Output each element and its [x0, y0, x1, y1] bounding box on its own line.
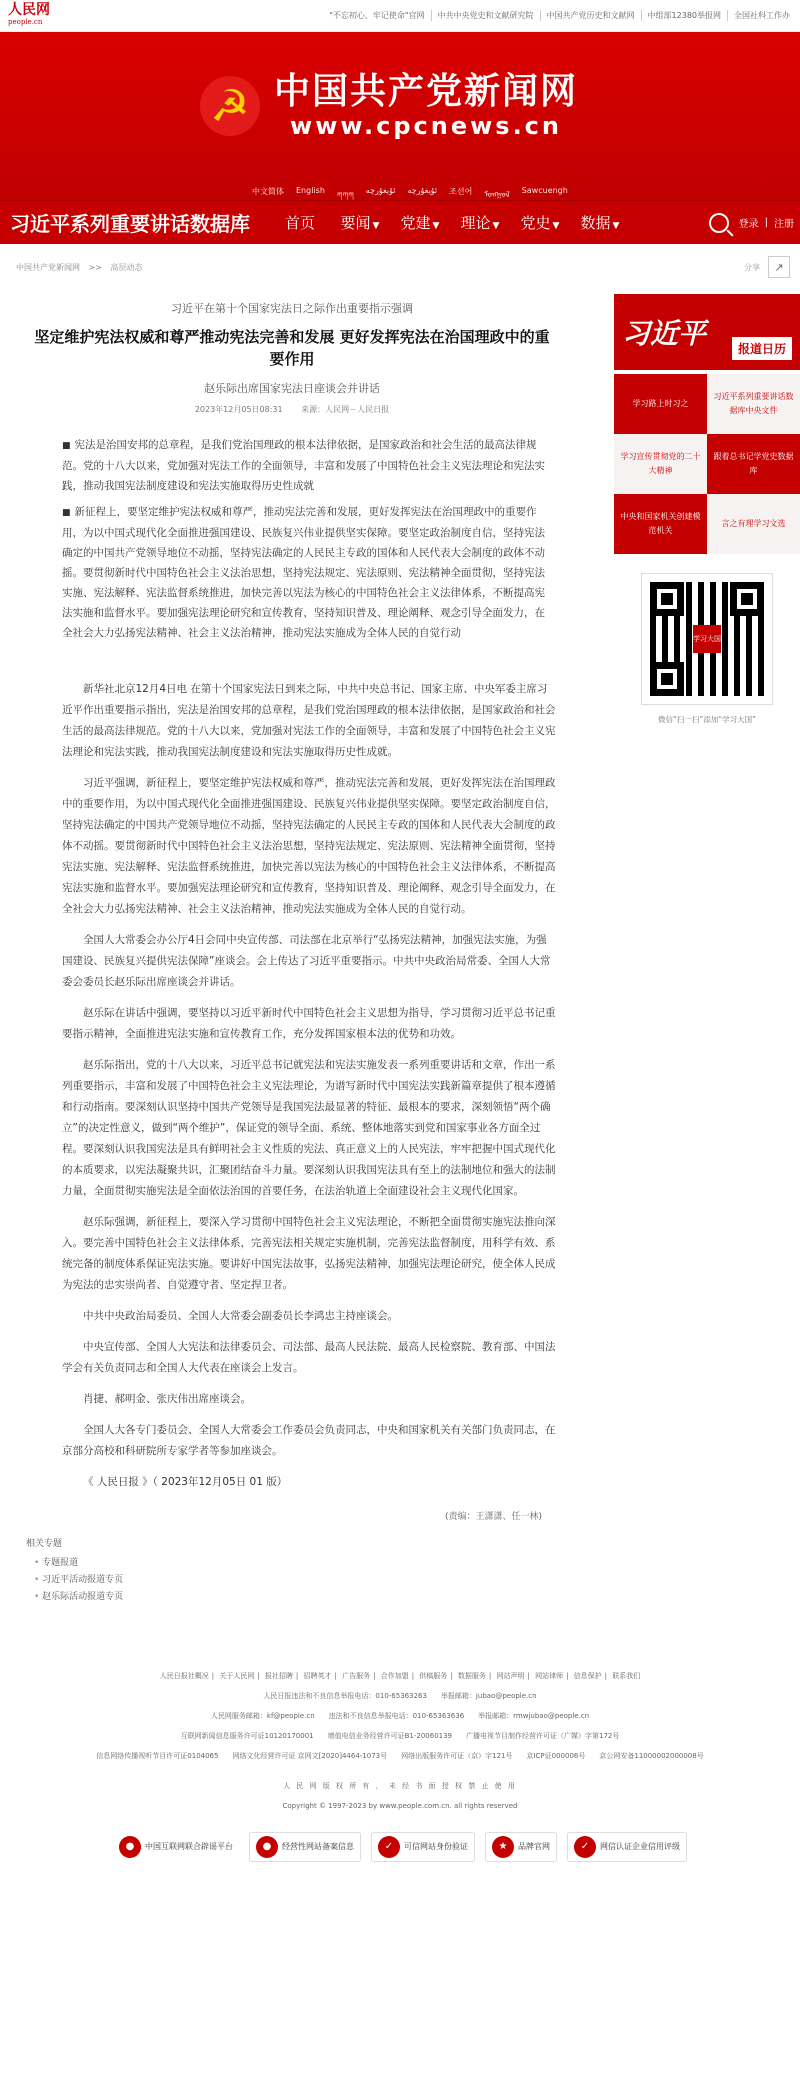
top-links	[323, 10, 796, 21]
article-paragraph: 赵乐际指出，党的十八大以来，习近平总书记就宪法和宪法实施发表一系列重要讲话和文章，作出一系列重要指示，丰富和发展了中国特色社会主义宪法理论，为谱写新时代中国宪法实践新篇章提供了根本遵循和行动指南。要深刻认识坚持中国共产党领导是我国宪法最显著的特征、最根本的要求，深刻领悟“两个确立”的决定性意义，做到“两个维护”，保证党的领导全面、系统、整体地落实到党和国家事业各方面全过程。要深刻认识我国宪法是具有鲜明社会主义性质的宪法、真正意义上的人民宪法，牢牢把握中国式现代化的本质要求，以宪法凝聚共识，汇聚团结奋斗力量。要深刻认识我国宪法具有至上的法制地位和强大的法制力量，全面贯彻实施宪法是全面依法治国的首要任务，在法治轨道上全面建设社会主义现代化国家。	[62, 1059, 556, 1197]
footer-line: 互联网新闻信息服务许可证10120170001 增值电信业务经营许可证B1-20060139 广播电视节目制作经营许可证（广媒）字第172号	[180, 1732, 620, 1740]
qr-finder	[730, 582, 764, 616]
qr-code	[642, 574, 772, 704]
article-paragraph: 新华社北京12月4日电 在第十个国家宪法日到来之际，中共中央总书记、国家主席、中央军委主席习近平作出重要指示指出，宪法是治国安邦的总章程，是我们党治国理政的根本法律依据，是国家政治和社会生活的最高法律规范。党的十八大以来，党加强对宪法工作的全面领导，丰富和发展了中国特色社会主义宪法理论和宪法实践，推动我国宪法制度建设和宪法实施取得历史性成就。	[62, 683, 556, 758]
check-icon: ✓	[378, 1836, 400, 1858]
nav-item-home[interactable]	[270, 212, 330, 233]
footer-link[interactable]: 数据服务	[457, 1672, 486, 1680]
summary-text: 新征程上，要坚定维护宪法权威和尊严，推动宪法完善和发展，更好发挥宪法在治国理政中的重要作用，为以中国式现代化全面推进强国建设、民族复兴伟业提供坚实保障。要坚定政治制度自信，坚持宪法确定的中国共产党领导地位不动摇，坚持宪法确定的人民民主专政的国体和人民代表大会制度的政体不动摇。要贯彻新时代中国特色社会主义法治思想，坚持宪法规定、宪法原则、宪法精神全面贯彻，坚持宪法实施、宪法解释、宪法监督系统推进，加快完善以宪法为核心的中国特色社会主义法律体系，不断提高宪法实施和监督水平。要加强宪法理论研究和宣传教育，坚持知识普及、理论阐释、观念引导全面发力，在全社会大力弘扬宪法精神、社会主义法治精神，推动宪法实施成为全体人民的自觉行动	[62, 506, 545, 639]
nav-item-party[interactable]	[390, 212, 450, 233]
footer-line: 人民日报违法和不良信息举报电话：010-65363263 举报邮箱：jubao@people.cn	[263, 1692, 537, 1700]
site-footer	[0, 1666, 800, 1862]
lang-link[interactable]: ئۇيغۇرچە	[365, 186, 396, 195]
footer-link[interactable]: 人民日报社概况	[159, 1672, 209, 1680]
badge-label: 网信认证企业信用评级	[600, 1842, 680, 1851]
sidebar	[614, 294, 800, 1606]
article-paragraph: 全国人大常委会办公厅4日会同中央宣传部、司法部在北京举行“弘扬宪法精神，加强宪法实施，为强国建设、民族复兴提供宪法保障”座谈会。会上传达了习近平重要指示。中共中央政治局常委、全国人大常委会委员长赵乐际出席座谈会并讲话。	[62, 934, 551, 988]
banner-url: www.cpcnews.cn	[290, 112, 562, 140]
site-banner	[0, 32, 800, 200]
party-emblem-icon: ☭	[200, 76, 260, 136]
search-icon[interactable]	[709, 213, 729, 233]
badge-label: 中国互联网联合辟谣平台	[145, 1842, 233, 1851]
nav-label: 数据	[580, 214, 611, 232]
article-source[interactable]: 来源：人民网－人民日报	[301, 405, 390, 414]
footer-link[interactable]: 网站律师	[535, 1672, 564, 1680]
shield-icon: ●	[256, 1836, 278, 1858]
article-body	[62, 679, 556, 1493]
article-meta	[12, 404, 572, 415]
nav-brand[interactable]: 习近平系列重要讲话数据库	[10, 212, 250, 236]
qr-center-logo: 学习大国	[693, 625, 721, 653]
top-link[interactable]: 中组部12380举报网	[641, 10, 727, 21]
related-title: 相关专题	[26, 1539, 63, 1549]
chevron-down-icon: ▼	[552, 221, 560, 231]
sidebar-tile[interactable]: 跟着总书记学党史数据库	[707, 434, 800, 494]
trust-badge[interactable]	[249, 1832, 361, 1862]
sidebar-grid	[614, 374, 800, 554]
article-paragraph: 中共中央政治局委员、全国人大常委会副委员长李鸿忠主持座谈会。	[83, 1310, 398, 1322]
shield-icon: ●	[119, 1836, 141, 1858]
trust-badge[interactable]	[113, 1832, 239, 1862]
article-pre-title: 习近平在第十个国家宪法日之际作出重要指示强调	[171, 302, 413, 315]
summary-item	[62, 435, 552, 496]
qr-finder	[650, 582, 684, 616]
badge-label: 经营性网站备案信息	[282, 1842, 354, 1851]
footer-link[interactable]: 报社招聘	[264, 1672, 293, 1680]
top-link-bar	[0, 0, 800, 32]
lang-link[interactable]: ᠮᠣᠩᠭᠣᠯ	[484, 190, 510, 199]
article-paragraph: 赵乐际强调，新征程上，要深入学习贯彻中国特色社会主义宪法理论，不断把全面贯彻实施宪法推向深入。要完善中国特色社会主义法律体系，完善宪法相关规定实施机制，完善宪法监督制度，用科学有效、系统完备的制度体系保证宪法实施。要讲好中国宪法故事，弘扬宪法精神，加强宪法理论研究，使全体人民成为宪法的忠实崇尚者、自觉遵守者、坚定捍卫者。	[62, 1216, 556, 1291]
trust-badge[interactable]	[371, 1832, 475, 1862]
trust-badge[interactable]	[567, 1832, 687, 1862]
qr-caption: 微信“扫一扫”添加“学习大国”	[657, 715, 757, 724]
logo-sub: people.cn	[8, 17, 43, 26]
sidebar-tile[interactable]: 中央和国家机关创建模范机关	[614, 494, 707, 554]
chevron-down-icon: ▼	[612, 221, 620, 231]
footer-line: 信息网络传播视听节目许可证0104065 网络文化经营许可证 京网文[2020]4464-1073号 网络出版服务许可证（京）字121号 京ICP证000006号 京公网安备11000002000008号	[96, 1752, 704, 1760]
lang-link[interactable]: English	[296, 186, 325, 195]
article-paragraph: 肖捷、郝明金、张庆伟出席座谈会。	[83, 1393, 251, 1405]
footer-link[interactable]: 广告服务	[342, 1672, 371, 1680]
sidebar-tile[interactable]: 学习路上时习之	[614, 374, 707, 434]
trust-badges	[0, 1832, 800, 1862]
share-area	[744, 256, 790, 278]
article-paragraph: 全国人大各专门委员会、全国人大常委会工作委员会负责同志，中央和国家机关有关部门负责同志，在京部分高校和科研院所专家学者等参加座谈会。	[62, 1424, 556, 1457]
footer-link[interactable]: 招聘英才	[303, 1672, 332, 1680]
people-logo[interactable]	[8, 1, 50, 28]
nav-label: 理论	[460, 214, 491, 232]
related-link[interactable]: • 专题报道	[26, 1555, 572, 1572]
lang-link[interactable]: 조선어	[449, 187, 473, 196]
nav-item-news[interactable]	[330, 212, 390, 233]
lang-link[interactable]: Sawcuengh	[521, 186, 568, 195]
nav-item-history[interactable]	[510, 212, 570, 233]
related-link[interactable]: • 赵乐际活动报道专页	[26, 1589, 572, 1606]
footer-link[interactable]: 合作加盟	[380, 1672, 409, 1680]
chevron-down-icon: ▼	[492, 221, 500, 231]
article-paragraph: 《 人民日报 》（ 2023年12月05日 01 版）	[83, 1476, 288, 1488]
report-calendar-banner[interactable]	[614, 294, 800, 370]
article-title: 坚定维护宪法权威和尊严推动宪法完善和发展 更好发挥宪法在治国理政中的重要作用	[34, 328, 550, 368]
language-links	[252, 186, 568, 200]
banner-title: 中国共产党新闻网	[274, 71, 579, 112]
footer-rights: 人 民 网 版 权 所 有 ， 未 经 书 面 授 权 禁 止 使 用	[283, 1782, 517, 1790]
register-link[interactable]: 注册	[774, 219, 794, 230]
related-link[interactable]: • 习近平活动报道专页	[26, 1572, 572, 1589]
article-paragraph: 赵乐际在讲话中强调，要坚持以习近平新时代中国特色社会主义思想为指导，学习贯彻习近平总书记重要指示精神，全面推进宪法实施和宣传教育工作，充分发挥国家根本法的优势和功效。	[62, 1007, 556, 1040]
nav-label: 首页	[284, 214, 315, 232]
top-link[interactable]: 全国社科工作办	[727, 10, 796, 21]
login-link[interactable]: 登录	[738, 219, 759, 230]
article-editor: (责编：王潇潇、任一林)	[444, 1512, 542, 1522]
nav-label: 党史	[520, 214, 551, 232]
article-main	[12, 290, 572, 1606]
trust-badge[interactable]	[485, 1832, 557, 1862]
star-icon: ★	[492, 1836, 514, 1858]
chevron-down-icon: ▼	[372, 221, 380, 231]
summary-text: 宪法是治国安邦的总章程，是我们党治国理政的根本法律依据，是国家政治和社会生活的最高法律规范。党的十八大以来，党加强对宪法工作的全面领导，丰富和发展了中国特色社会主义宪法理论和宪法实践，推动我国宪法制度建设和宪法实施取得历史性成就	[62, 439, 545, 492]
qr-finder	[650, 662, 684, 696]
article-date: 2023年12月05日08:31	[194, 405, 283, 414]
top-link[interactable]: 中共中央党史和文献研究院	[431, 10, 540, 21]
footer-link[interactable]: 网站声明	[496, 1672, 525, 1680]
breadcrumb-section[interactable]: 高层动态	[110, 262, 143, 272]
article-paragraph: 习近平强调，新征程上，要坚定维护宪法权威和尊严，推动宪法完善和发展，更好发挥宪法在治国理政中的重要作用，为以中国式现代化全面推进强国建设、民族复兴伟业提供坚实保障。要坚定政治制度自信，坚持宪法确定的中国共产党领导地位不动摇，坚持宪法确定的人民民主专政的国体和人民代表大会制度的政体不动摇。要贯彻新时代中国特色社会主义法治思想，坚持宪法规定、宪法原则、宪法精神全面贯彻，坚持宪法实施、宪法解释、宪法监督系统推进，加快完善以宪法为核心的中国特色社会主义法律体系，不断提高宪法实施和监督水平。要加强宪法理论研究和宣传教育，坚持知识普及、理论阐释、观念引导全面发力，在全社会大力弘扬宪法精神、社会主义法治精神，推动宪法实施成为全体人民的自觉行动。	[62, 777, 556, 915]
badge-label: 可信网站身份验证	[404, 1842, 468, 1851]
square-bullet-icon: ■	[62, 441, 71, 451]
footer-link[interactable]: 关于人民网	[219, 1672, 255, 1680]
summary-item	[62, 502, 552, 643]
footer-links: 人民日报社概况 | 关于人民网 | 报社招聘 | 招聘英才 | 广告服务 | 合作加盟 | 供稿服务 | 数据服务 | 网站声明 | 网站律师 | 信息保护 | 联系我们	[159, 1672, 641, 1680]
sidebar-tile[interactable]: 学习宣传贯彻党的二十大精神	[614, 434, 707, 494]
lang-link[interactable]: ئۇيغۇرچە	[407, 186, 438, 195]
sidebar-tile[interactable]: 习近平系列重要讲话数据库中央文件	[707, 374, 800, 434]
share-label: 分享	[744, 262, 760, 272]
nav-item-data[interactable]	[570, 212, 630, 233]
nav-item-theory[interactable]	[450, 212, 510, 233]
lang-link[interactable]: 中文简体	[252, 187, 284, 196]
footer-link[interactable]: 联系我们	[612, 1672, 641, 1680]
badge-label: 品牌官网	[518, 1842, 550, 1851]
chevron-down-icon: ▼	[432, 221, 440, 231]
main-nav	[0, 200, 800, 244]
top-link[interactable]: 中国共产党历史和文献网	[540, 10, 641, 21]
certificate-icon: ✓	[574, 1836, 596, 1858]
footer-link[interactable]: 信息保护	[573, 1672, 602, 1680]
logo-text: 人民网	[8, 1, 50, 18]
article-paragraph: 中央宣传部、全国人大宪法和法律委员会、司法部、最高人民法院、最高人民检察院、教育部、中国法学会有关负责同志和全国人大代表在座谈会上发言。	[62, 1341, 556, 1374]
breadcrumb-home[interactable]: 中国共产党新闻网	[16, 262, 80, 272]
square-bullet-icon: ■	[62, 508, 71, 518]
top-link[interactable]: "不忘初心、牢记使命"官网	[329, 11, 425, 20]
article-sub-title: 赵乐际出席国家宪法日座谈会并讲话	[204, 382, 380, 395]
divider: |	[764, 217, 768, 228]
footer-link[interactable]: 供稿服务	[419, 1672, 448, 1680]
share-icon[interactable]: ↗	[768, 256, 790, 278]
lang-link[interactable]: ཀཀཀ	[336, 191, 354, 200]
footer-copyright: Copyright © 1997-2023 by www.people.com.cn. all rights reserved	[282, 1802, 518, 1810]
nav-label: 党建	[400, 214, 431, 232]
calendar-badge: 报道日历	[732, 337, 792, 360]
breadcrumb-separator: >>	[88, 262, 102, 272]
article-summary	[62, 435, 552, 643]
nav-label: 要闻	[340, 214, 371, 232]
calligraphy-title: 习近平	[622, 317, 707, 350]
related-topics	[26, 1536, 572, 1606]
footer-line: 人民网服务邮箱：kf@people.cn 违法和不良信息举报电话：010-65363636 举报邮箱：rmwjubao@people.cn	[210, 1712, 590, 1720]
breadcrumb	[0, 244, 800, 290]
sidebar-tile[interactable]: 言之有理学习文选	[707, 494, 800, 554]
